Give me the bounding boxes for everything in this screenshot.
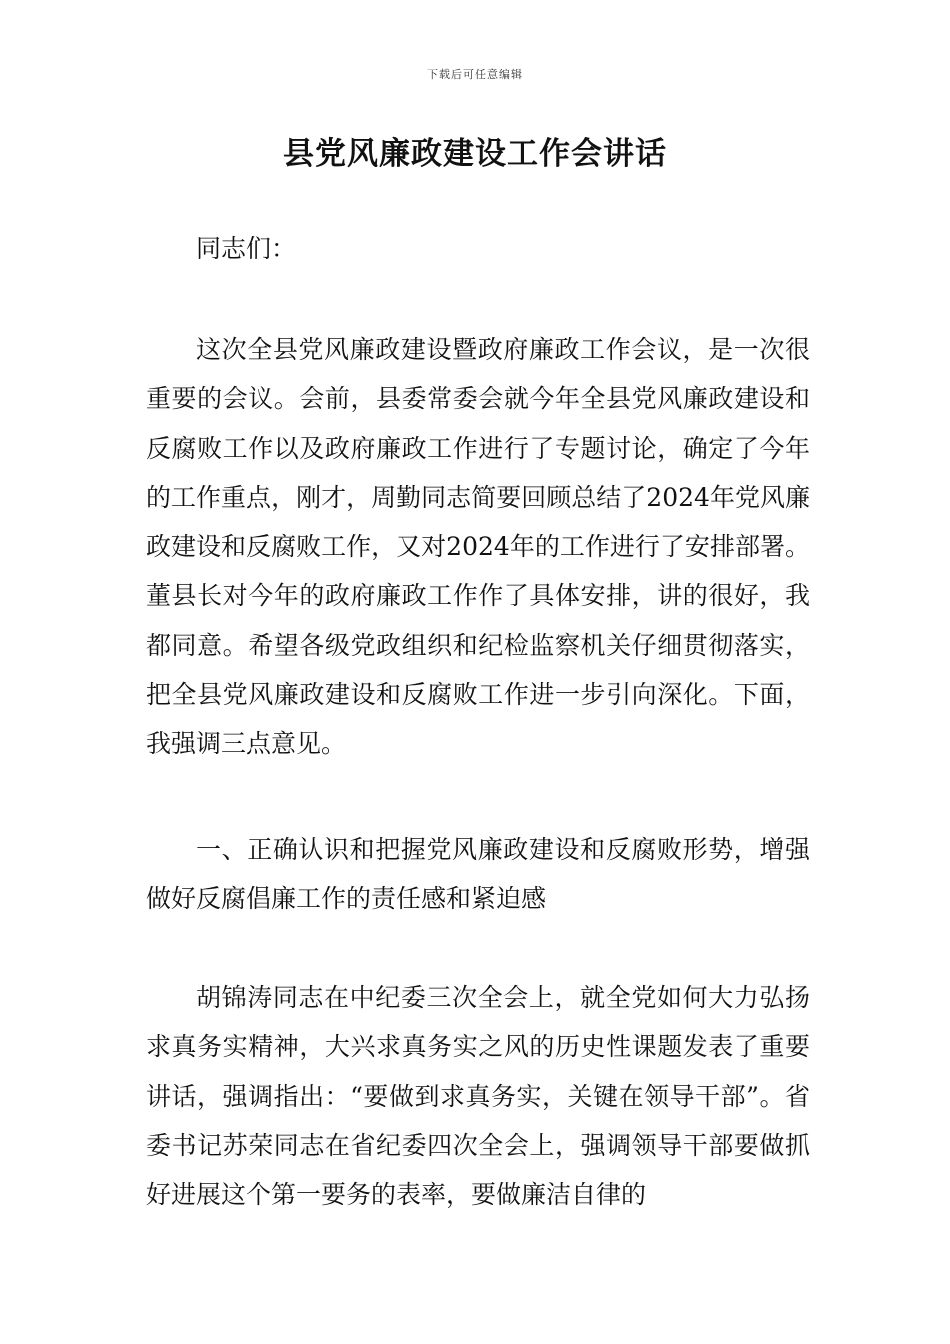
greeting: 同志们：	[196, 234, 297, 263]
page-title: 县党风廉政建设工作会讲话	[283, 136, 667, 172]
section-heading-1: 一、正确认识和把握党风廉政建设和反腐败形势，增强做好反腐倡廉工作的责任感和紧迫感	[146, 835, 810, 914]
header-note: 下载后可任意编辑	[427, 68, 523, 81]
paragraph-1: 这次全县党风廉政建设暨政府廉政工作会议，是一次很重要的会议。会前，县委常委会就今年全县党风廉政建设和反腐败工作以及政府廉政工作进行了专题讨论，确定了今年的工作重点，刚才，周勤同志简要回顾总结了2024年党风廉政建设和反腐败工作，又对2024年的工作进行了安排部署。董县长对今年的政府廉政工作作了具体安排，讲的很好，我都同意。希望各级党政组织和纪检监察机关仔细贯彻落实，把全县党风廉政建设和反腐败工作进一步引向深化。下面，我强调三点意见。	[146, 335, 810, 759]
paragraph-2: 胡锦涛同志在中纪委三次全会上，就全党如何大力弘扬求真务实精神，大兴求真务实之风的历史性课题发表了重要讲话，强调指出：“要做到求真务实，关键在领导干部”。省委书记苏荣同志在省纪委四次全会上，强调领导干部要做抓好进展这个第一要务的表率，要做廉洁自律的	[146, 983, 810, 1210]
